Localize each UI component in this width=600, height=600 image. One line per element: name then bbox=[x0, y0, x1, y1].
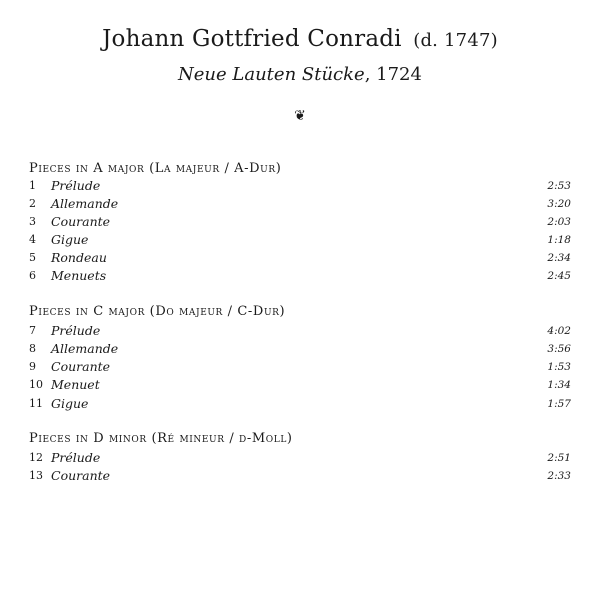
track-row bbox=[29, 177, 571, 195]
track-duration: 1:53 bbox=[547, 361, 571, 373]
track-row bbox=[29, 395, 571, 413]
track-duration: 2:03 bbox=[547, 216, 571, 228]
work-year: , 1724 bbox=[364, 64, 422, 85]
track-name: Allemande bbox=[51, 196, 119, 211]
track-number: 1 bbox=[29, 179, 36, 192]
composer-dates: (d. 1747) bbox=[413, 30, 498, 51]
track-name: Prélude bbox=[51, 450, 101, 465]
track-row bbox=[29, 449, 571, 467]
track-row bbox=[29, 267, 571, 285]
composer-heading bbox=[0, 26, 600, 52]
track-number: 9 bbox=[29, 360, 36, 373]
track-number: 5 bbox=[29, 251, 36, 264]
track-duration: 2:53 bbox=[547, 180, 571, 192]
track-name: Gigue bbox=[51, 396, 89, 411]
track-number: 2 bbox=[29, 197, 36, 210]
track-row bbox=[29, 322, 571, 340]
track-name: Prélude bbox=[51, 323, 101, 338]
track-duration: 1:18 bbox=[547, 234, 571, 246]
track-number: 6 bbox=[29, 269, 36, 282]
track-name: Gigue bbox=[51, 232, 89, 247]
track-number: 13 bbox=[29, 469, 43, 482]
work-title bbox=[0, 64, 600, 85]
track-duration: 3:56 bbox=[547, 343, 571, 355]
section-title-c-major: Pieces in C major (Do majeur / C-Dur) bbox=[29, 304, 286, 319]
track-name: Rondeau bbox=[51, 250, 107, 265]
track-row bbox=[29, 376, 571, 394]
track-row bbox=[29, 340, 571, 358]
track-duration: 4:02 bbox=[547, 325, 571, 337]
track-name: Courante bbox=[51, 359, 111, 374]
track-number: 11 bbox=[29, 397, 43, 410]
track-duration: 1:57 bbox=[547, 398, 571, 410]
track-duration: 2:45 bbox=[547, 270, 571, 282]
track-number: 3 bbox=[29, 215, 36, 228]
track-duration: 1:34 bbox=[547, 379, 571, 391]
track-number: 7 bbox=[29, 324, 36, 337]
fleuron-ornament-icon: ❦ bbox=[294, 108, 306, 124]
track-duration: 2:51 bbox=[547, 452, 571, 464]
track-name: Menuets bbox=[51, 268, 107, 283]
track-row bbox=[29, 195, 571, 213]
composer-name: Johann Gottfried Conradi bbox=[102, 26, 402, 52]
track-row bbox=[29, 231, 571, 249]
track-name: Courante bbox=[51, 468, 111, 483]
track-name: Courante bbox=[51, 214, 111, 229]
track-name: Menuet bbox=[51, 377, 100, 392]
track-number: 8 bbox=[29, 342, 36, 355]
track-row bbox=[29, 249, 571, 267]
track-row bbox=[29, 213, 571, 231]
track-duration: 3:20 bbox=[547, 198, 571, 210]
section-title-d-minor: Pieces in D minor (Ré mineur / d-Moll) bbox=[29, 431, 293, 446]
track-duration: 2:33 bbox=[547, 470, 571, 482]
section-title-a-major: Pieces in A major (La majeur / A-Dur) bbox=[29, 161, 282, 176]
track-number: 4 bbox=[29, 233, 36, 246]
track-row bbox=[29, 467, 571, 485]
track-number: 10 bbox=[29, 378, 43, 391]
track-number: 12 bbox=[29, 451, 43, 464]
track-name: Allemande bbox=[51, 341, 119, 356]
work-name: Neue Lauten Stücke bbox=[178, 64, 365, 85]
track-duration: 2:34 bbox=[547, 252, 571, 264]
track-row bbox=[29, 358, 571, 376]
track-name: Prélude bbox=[51, 178, 101, 193]
